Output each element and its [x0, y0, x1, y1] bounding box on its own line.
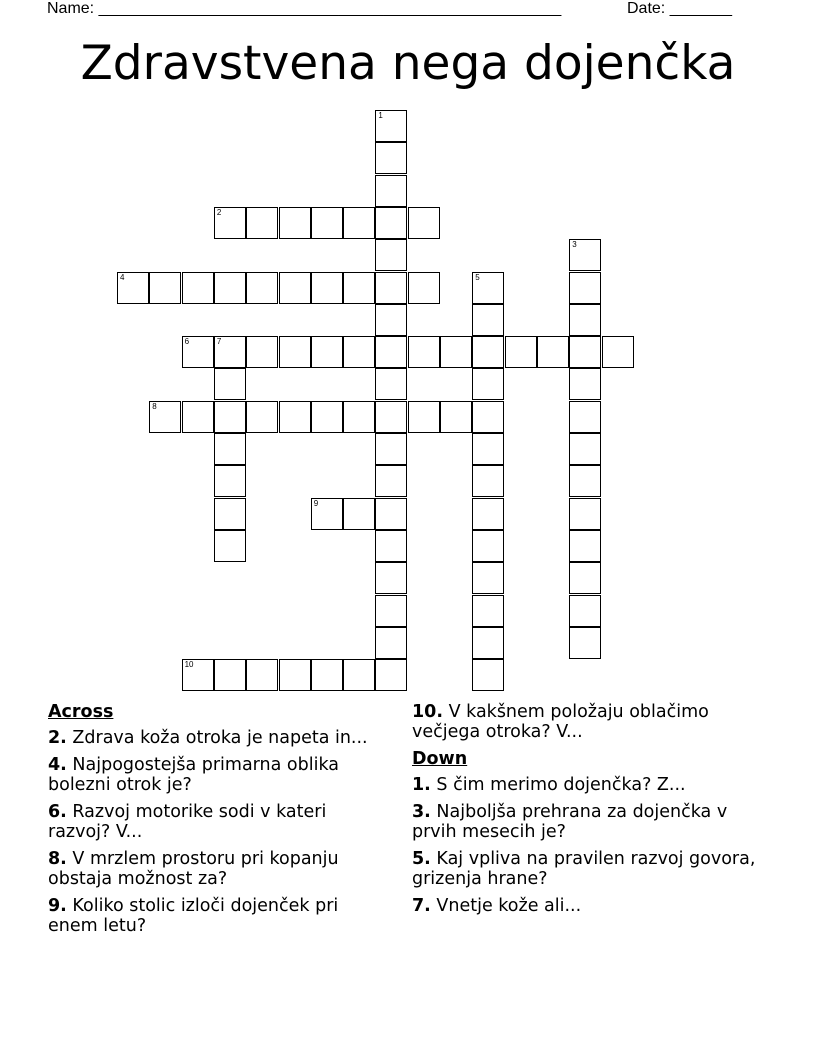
- crossword-cell[interactable]: [440, 336, 472, 368]
- crossword-cell[interactable]: [279, 336, 311, 368]
- clue-number: 7.: [412, 896, 431, 916]
- clue-number-label: 5: [475, 272, 480, 282]
- clue-number-label: 6: [184, 337, 190, 347]
- crossword-cell[interactable]: [375, 562, 407, 594]
- crossword-cell[interactable]: [182, 336, 214, 368]
- clue-text: V mrzlem prostoru pri kopanju obstaja možnost za?: [48, 849, 339, 889]
- crossword-cell[interactable]: [246, 272, 278, 304]
- crossword-cell[interactable]: [472, 401, 504, 433]
- crossword-cell[interactable]: [279, 659, 311, 691]
- clue-down-1: [412, 775, 762, 795]
- clue-text: V kakšnem položaju oblačimo večjega otroka? V...: [412, 702, 709, 742]
- crossword-cell[interactable]: [472, 530, 504, 562]
- crossword-cell[interactable]: [408, 401, 440, 433]
- clue-text: Najboljša prehrana za dojenčka v prvih mesecih je?: [412, 802, 728, 842]
- crossword-cell[interactable]: [182, 401, 214, 433]
- clue-number: 5.: [412, 849, 431, 869]
- crossword-cell[interactable]: [569, 498, 601, 530]
- crossword-cell[interactable]: [214, 207, 246, 239]
- crossword-cell[interactable]: [311, 498, 343, 530]
- clue-number: 4.: [48, 755, 67, 775]
- crossword-cell[interactable]: [569, 530, 601, 562]
- clue-number-label: 4: [120, 272, 125, 282]
- clue-across-6: [48, 802, 388, 842]
- crossword-cell[interactable]: [375, 595, 407, 627]
- crossword-cell[interactable]: [375, 498, 407, 530]
- clue-text: Koliko stolic izloči dojenček pri enem letu?: [48, 896, 339, 936]
- crossword-cell[interactable]: [214, 498, 246, 530]
- crossword-cell[interactable]: [311, 207, 343, 239]
- clue-text: Najpogostejša primarna oblika bolezni otrok je?: [48, 755, 340, 795]
- clue-number: 9.: [48, 896, 67, 916]
- clue-text: Zdrava koža otroka je napeta in...: [72, 728, 368, 748]
- crossword-cell[interactable]: [279, 207, 311, 239]
- crossword-cell[interactable]: [279, 272, 311, 304]
- clue-number-label: 2: [216, 207, 222, 217]
- crossword-cell[interactable]: [375, 530, 407, 562]
- crossword-cell[interactable]: [472, 304, 504, 336]
- clue-text: Kaj vpliva na pravilen razvoj govora, grizenja hrane?: [412, 849, 756, 889]
- crossword-cell[interactable]: [279, 401, 311, 433]
- crossword-cell[interactable]: [343, 336, 375, 368]
- down-heading: Down: [412, 749, 468, 769]
- crossword-cell[interactable]: [375, 239, 407, 271]
- clue-across-10: [412, 702, 762, 742]
- crossword-cell[interactable]: [602, 336, 634, 368]
- crossword-cell[interactable]: [375, 465, 407, 497]
- crossword-cell[interactable]: [182, 659, 214, 691]
- crossword-cell[interactable]: [472, 562, 504, 594]
- crossword-cell[interactable]: [214, 659, 246, 691]
- crossword-cell[interactable]: [375, 110, 407, 142]
- crossword-cell[interactable]: [569, 336, 601, 368]
- crossword-cell[interactable]: [343, 207, 375, 239]
- clue-number-label: 7: [216, 337, 222, 347]
- clue-down-5: [412, 849, 762, 889]
- crossword-cell[interactable]: [569, 239, 601, 271]
- crossword-cell[interactable]: [408, 336, 440, 368]
- crossword-cell[interactable]: [311, 272, 343, 304]
- crossword-cell[interactable]: [375, 433, 407, 465]
- crossword-cell[interactable]: [569, 465, 601, 497]
- crossword-cell[interactable]: [408, 272, 440, 304]
- crossword-cell[interactable]: [375, 207, 407, 239]
- crossword-cell[interactable]: [214, 465, 246, 497]
- crossword-cell[interactable]: [214, 530, 246, 562]
- clue-down-3: [412, 802, 762, 842]
- crossword-cell[interactable]: [375, 336, 407, 368]
- crossword-cell[interactable]: [149, 272, 181, 304]
- crossword-cell[interactable]: [375, 142, 407, 174]
- clue-number: 10.: [412, 702, 444, 722]
- crossword-cell[interactable]: [246, 401, 278, 433]
- crossword-cell[interactable]: [569, 304, 601, 336]
- crossword-cell[interactable]: [569, 401, 601, 433]
- crossword-cell[interactable]: [569, 562, 601, 594]
- crossword-cell[interactable]: [343, 272, 375, 304]
- clue-number-label: 1: [378, 111, 383, 120]
- clue-number-label: 3: [572, 240, 577, 250]
- crossword-cell[interactable]: [343, 498, 375, 530]
- crossword-cell[interactable]: [375, 401, 407, 433]
- crossword-cell[interactable]: [311, 401, 343, 433]
- across-heading: Across: [48, 702, 114, 722]
- crossword-cell[interactable]: [246, 659, 278, 691]
- crossword-cell[interactable]: [311, 659, 343, 691]
- crossword-cell[interactable]: [569, 627, 601, 659]
- clue-across-8: [48, 849, 388, 889]
- clue-across-2: [48, 728, 388, 748]
- clue-number: 6.: [48, 802, 67, 822]
- right-clue-column: [412, 702, 762, 923]
- page-title: Zdravstvena nega dojenčka: [80, 36, 736, 91]
- crossword-cell[interactable]: [311, 336, 343, 368]
- crossword-cell[interactable]: [214, 368, 246, 400]
- clue-across-9: [48, 896, 388, 936]
- crossword-cell[interactable]: [117, 272, 149, 304]
- crossword-cell[interactable]: [246, 336, 278, 368]
- clue-number: 8.: [48, 849, 67, 869]
- crossword-cell[interactable]: [375, 659, 407, 691]
- crossword-cell[interactable]: [472, 659, 504, 691]
- crossword-cell[interactable]: [343, 401, 375, 433]
- clue-down-7: [412, 896, 762, 916]
- crossword-cell[interactable]: [569, 368, 601, 400]
- clue-text: Razvoj motorike sodi v kateri razvoj? V...: [48, 802, 327, 842]
- crossword-cell[interactable]: [569, 433, 601, 465]
- crossword-cell[interactable]: [440, 401, 472, 433]
- clue-number-label: 10: [184, 660, 194, 670]
- crossword-cell[interactable]: [214, 401, 246, 433]
- crossword-cell[interactable]: [472, 433, 504, 465]
- date-field: Date: _______: [627, 0, 732, 17]
- name-field: Name: ____________________________________________________: [47, 0, 562, 17]
- crossword-cell[interactable]: [375, 272, 407, 304]
- crossword-cell[interactable]: [408, 207, 440, 239]
- crossword-cell[interactable]: [343, 659, 375, 691]
- crossword-cell[interactable]: [214, 433, 246, 465]
- crossword-cell[interactable]: [472, 498, 504, 530]
- crossword-cell[interactable]: [214, 272, 246, 304]
- crossword-cell[interactable]: [472, 336, 504, 368]
- clue-across-4: [48, 755, 388, 795]
- clue-number-label: 9: [313, 498, 319, 508]
- crossword-cell[interactable]: [375, 175, 407, 207]
- crossword-cell[interactable]: [375, 368, 407, 400]
- clue-number: 2.: [48, 728, 67, 748]
- crossword-cell[interactable]: [569, 595, 601, 627]
- across-clues: [48, 702, 388, 943]
- crossword-cell[interactable]: [569, 272, 601, 304]
- clue-text: Vnetje kože ali...: [436, 896, 582, 916]
- crossword-cell[interactable]: [472, 368, 504, 400]
- clue-number-label: 8: [152, 401, 157, 411]
- crossword-cell[interactable]: [375, 304, 407, 336]
- crossword-cell[interactable]: [472, 272, 504, 304]
- crossword-cell[interactable]: [375, 627, 407, 659]
- crossword-cell[interactable]: [537, 336, 569, 368]
- clue-number: 3.: [412, 802, 431, 822]
- crossword-cell[interactable]: [246, 207, 278, 239]
- clue-text: S čim merimo dojenčka? Z...: [436, 775, 686, 795]
- clue-number: 1.: [412, 775, 431, 795]
- crossword-cell[interactable]: [182, 272, 214, 304]
- crossword-cell[interactable]: [214, 336, 246, 368]
- crossword-cell[interactable]: [472, 595, 504, 627]
- crossword-cell[interactable]: [472, 627, 504, 659]
- crossword-cell[interactable]: [149, 401, 181, 433]
- crossword-cell[interactable]: [472, 465, 504, 497]
- crossword-cell[interactable]: [505, 336, 537, 368]
